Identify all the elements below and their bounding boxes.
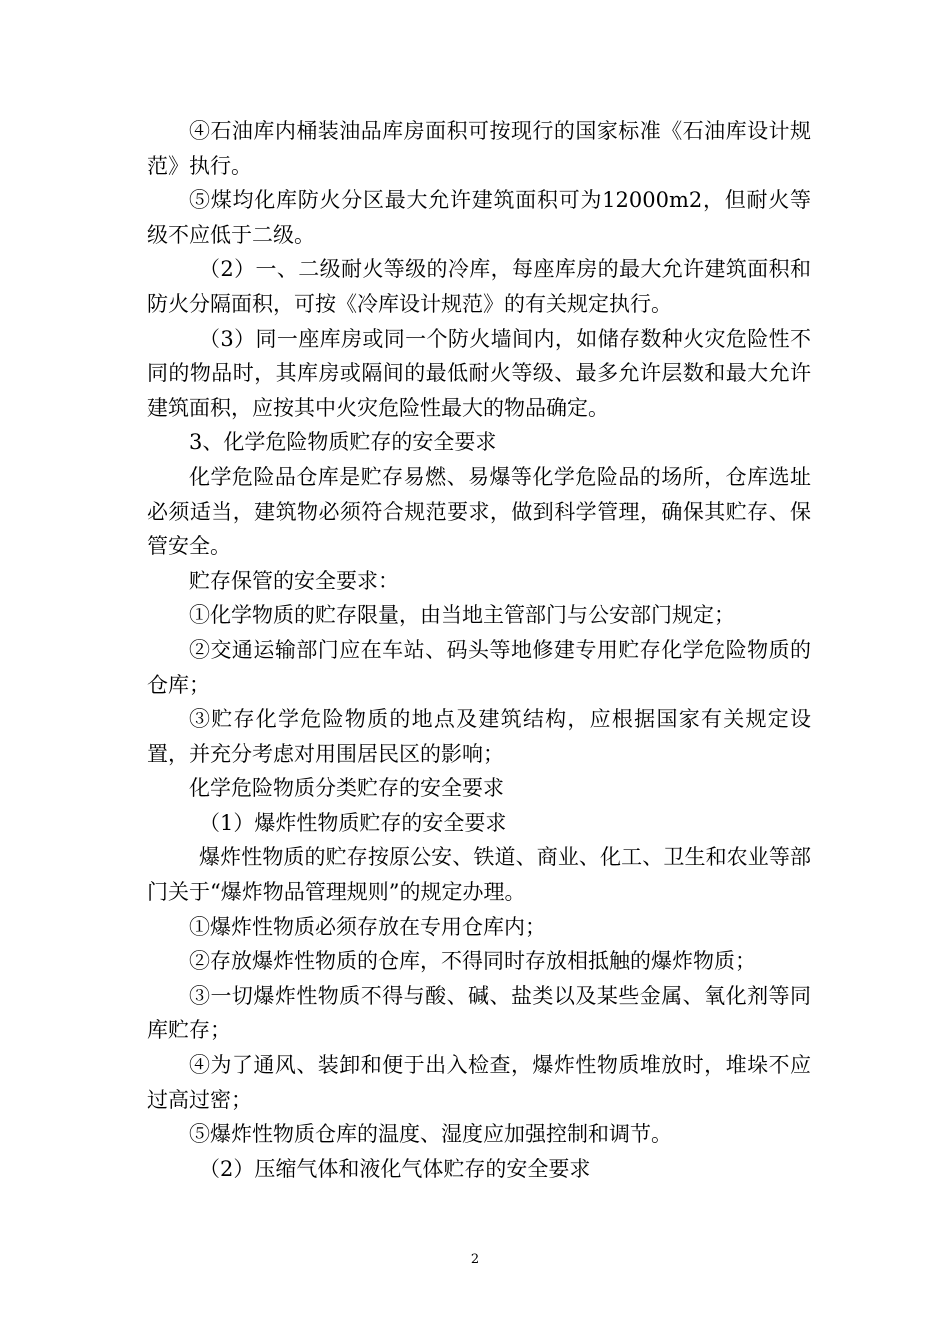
body-text: [147, 114, 811, 1186]
paragraph-6: 化学危险品仓库是贮存易燃、易爆等化学危险品的场所，仓库选址必须适当，建筑物必须符合规范要求，做到科学管理，确保其贮存、保管安全。: [147, 464, 811, 559]
paragraph-2: ⑤煤均化库防火分区最大允许建筑面积可为12000m2，但耐火等级不应低于二级。: [147, 188, 811, 247]
paragraph-1: ④石油库内桶装油品库房面积可按现行的国家标准《石油库设计规范》执行。: [147, 119, 811, 178]
paragraph-16: ③一切爆炸性物质不得与酸、碱、盐类以及某些金属、氧化剂等同库贮存；: [147, 983, 811, 1043]
paragraph-7: 贮存保管的安全要求：: [189, 568, 399, 593]
paragraph-13: 爆炸性物质的贮存按原公安、铁道、商业、化工、卫生和农业等部门关于“爆炸物品管理规则”的规定办理。: [147, 845, 811, 905]
paragraph-15: ②存放爆炸性物质的仓库，不得同时存放相抵触的爆炸物质；: [189, 949, 756, 974]
paragraph-17: ④为了通风、装卸和便于出入检查，爆炸性物质堆放时，堆垛不应过高过密；: [147, 1053, 811, 1112]
page-number: 2: [470, 1252, 480, 1267]
paragraph-9: ②交通运输部门应在车站、码头等地修建专用贮存化学危险物质的仓库；: [147, 637, 811, 697]
section-heading-3: 3、化学危险物质贮存的安全要求: [189, 430, 497, 455]
paragraph-10: ③贮存化学危险物质的地点及建筑结构，应根据国家有关规定设置，并充分考虑对用围居民区的影响；: [147, 707, 811, 766]
paragraph-18: ⑤爆炸性物质仓库的温度、湿度应加强控制和调节。: [189, 1122, 672, 1147]
paragraph-11: 化学危险物质分类贮存的安全要求: [189, 776, 504, 801]
paragraph-4: （3）同一座库房或同一个防火墙间内，如储存数种火灾危险性不同的物品时，其库房或隔间的最低耐火等级、最多允许层数和最大允许建筑面积，应按其中火灾危险性最大的物品确定。: [147, 326, 811, 420]
paragraph-8: ①化学物质的贮存限量，由当地主管部门与公安部门规定；: [189, 603, 735, 628]
paragraph-14: ①爆炸性物质必须存放在专用仓库内；: [189, 914, 546, 939]
paragraph-3: （2）一、二级耐火等级的冷库，每座库房的最大允许建筑面积和防火分隔面积，可按《冷库设计规范》的有关规定执行。: [147, 257, 811, 316]
subheading-1: （1）爆炸性物质贮存的安全要求: [199, 810, 507, 835]
subheading-2: （2）压缩气体和液化气体贮存的安全要求: [199, 1156, 591, 1181]
